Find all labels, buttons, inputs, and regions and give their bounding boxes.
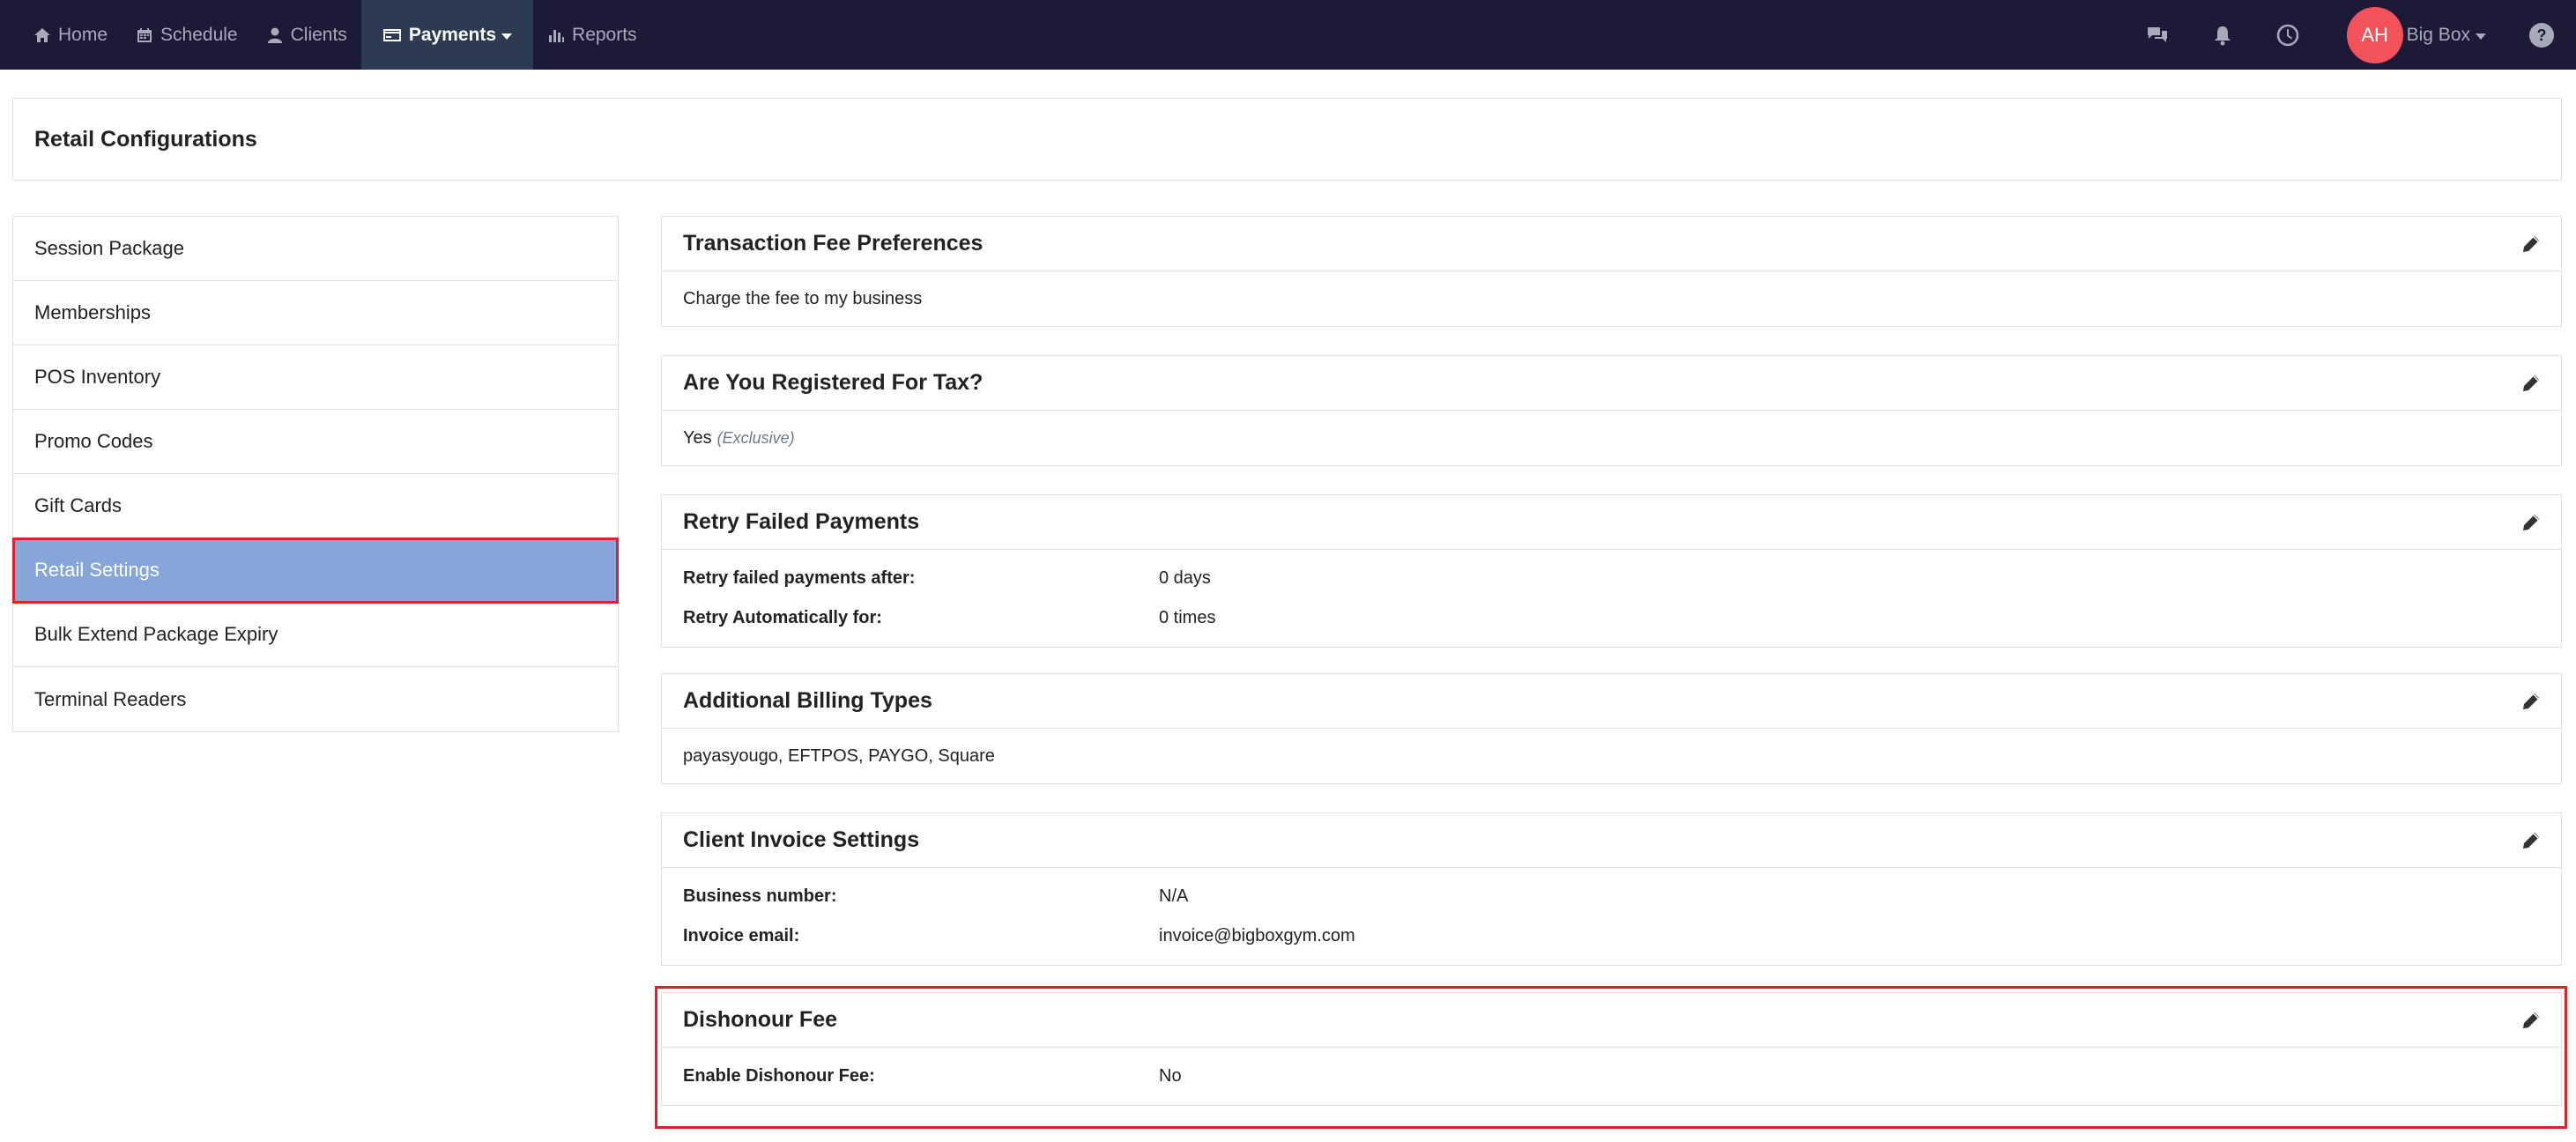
- main-nav: [0, 0, 651, 70]
- home-icon: [33, 26, 51, 44]
- bar-chart-icon: [547, 26, 565, 44]
- nav-clients-label: Clients: [290, 24, 347, 45]
- pencil-icon[interactable]: [2520, 830, 2542, 851]
- additional-billing-types-panel: [661, 673, 2562, 784]
- transaction-fee-panel: [661, 216, 2562, 327]
- kv-row: [683, 916, 2540, 956]
- tax-note: (Exclusive): [716, 428, 795, 447]
- nav-home-label: Home: [58, 24, 108, 45]
- kv-label: Retry failed payments after:: [683, 568, 916, 588]
- svg-text:?: ?: [2536, 26, 2547, 44]
- user-menu-label: Big Box: [2406, 24, 2470, 45]
- sidebar-item-bulk-extend-package-expiry[interactable]: Bulk Extend Package Expiry: [13, 603, 618, 667]
- nav-reports[interactable]: [533, 0, 651, 70]
- kv-row: [683, 877, 2540, 916]
- pencil-icon[interactable]: [2520, 1010, 2542, 1031]
- kv-value: 0 times: [1159, 608, 1216, 627]
- panel-title: Dishonour Fee: [683, 1007, 838, 1032]
- panel-header: [662, 356, 2561, 411]
- tax-registration-panel: [661, 355, 2562, 466]
- kv-label: Business number:: [683, 886, 837, 906]
- nav-utilities: [2107, 0, 2576, 70]
- pencil-icon[interactable]: [2520, 234, 2542, 255]
- sidebar-item-pos-inventory[interactable]: POS Inventory: [13, 345, 618, 410]
- sidebar-item-promo-codes[interactable]: Promo Codes: [13, 410, 618, 474]
- panel-title: Additional Billing Types: [683, 688, 932, 713]
- kv-label: Retry Automatically for:: [683, 608, 882, 627]
- kv-row: [683, 559, 2540, 598]
- panel-header: [662, 993, 2561, 1048]
- panel-title: Are You Registered For Tax?: [683, 370, 984, 395]
- panel-title: Transaction Fee Preferences: [683, 231, 984, 256]
- sidebar-item-session-package[interactable]: Session Package: [13, 217, 618, 281]
- dishonour-fee-panel: [661, 992, 2562, 1106]
- panel-value-row: [683, 411, 2540, 465]
- panel-title: Retry Failed Payments: [683, 509, 920, 534]
- chat-icon[interactable]: [2142, 20, 2172, 50]
- pencil-icon[interactable]: [2520, 512, 2542, 533]
- panel-header: [662, 813, 2561, 868]
- avatar[interactable]: AH: [2347, 7, 2403, 63]
- panel-header: [662, 674, 2561, 729]
- nav-clients[interactable]: [252, 0, 361, 70]
- kv-label: Enable Dishonour Fee:: [683, 1066, 875, 1086]
- user-menu[interactable]: [2407, 25, 2486, 46]
- client-invoice-settings-panel: [661, 812, 2562, 966]
- kv-label: Invoice email:: [683, 926, 800, 945]
- pencil-icon[interactable]: [2520, 373, 2542, 394]
- panel-title: Client Invoice Settings: [683, 827, 920, 852]
- sidebar-item-gift-cards[interactable]: Gift Cards: [13, 474, 618, 538]
- panel-header: [662, 217, 2561, 271]
- nav-schedule[interactable]: [122, 0, 252, 70]
- chevron-down-icon: [501, 33, 512, 40]
- panel-header: [662, 495, 2561, 550]
- sidebar-item-memberships[interactable]: Memberships: [13, 281, 618, 345]
- panel-value: Charge the fee to my business: [683, 288, 923, 308]
- chevron-down-icon: [2476, 33, 2486, 40]
- retry-failed-payments-panel: [661, 494, 2562, 648]
- kv-value: N/A: [1159, 886, 1189, 906]
- kv-value: 0 days: [1159, 568, 1211, 588]
- nav-reports-label: Reports: [572, 24, 637, 45]
- kv-row: [683, 598, 2540, 638]
- nav-schedule-label: Schedule: [160, 24, 238, 45]
- bell-icon[interactable]: [2208, 20, 2238, 50]
- user-icon: [266, 26, 284, 44]
- help-icon[interactable]: [2527, 20, 2557, 50]
- top-navbar: [0, 0, 2576, 70]
- nav-payments[interactable]: [361, 0, 533, 70]
- credit-card-icon: [382, 27, 402, 43]
- page-header: [12, 98, 2562, 181]
- tax-value: Yes: [683, 427, 712, 448]
- sidebar-item-retail-settings[interactable]: Retail Settings: [13, 538, 618, 603]
- kv-value: invoice@bigboxgym.com: [1159, 926, 1355, 945]
- pencil-icon[interactable]: [2520, 691, 2542, 712]
- calendar-icon: [136, 26, 153, 44]
- panel-value: payasyougo, EFTPOS, PAYGO, Square: [683, 745, 995, 766]
- kv-row: [683, 1057, 2540, 1096]
- page-title: Retail Configurations: [34, 126, 257, 152]
- nav-home[interactable]: [19, 0, 122, 70]
- kv-value: No: [1159, 1066, 1182, 1086]
- nav-payments-label: Payments: [408, 24, 497, 45]
- clock-icon[interactable]: [2273, 20, 2303, 50]
- sidebar-item-terminal-readers[interactable]: Terminal Readers: [34, 687, 187, 710]
- settings-sidebar: [12, 216, 619, 732]
